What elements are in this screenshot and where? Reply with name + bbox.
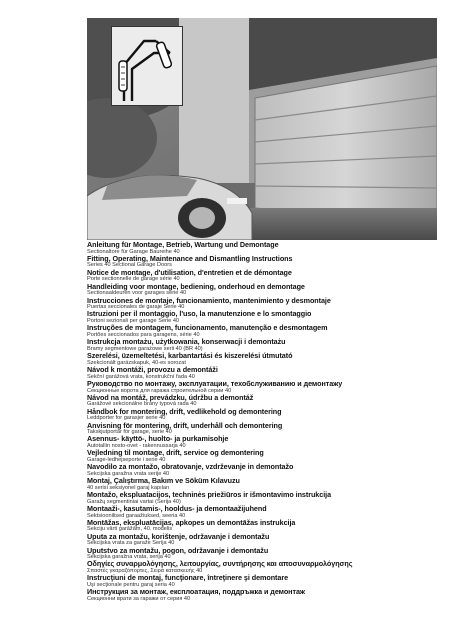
entry-subtitle: Porte sectionnelle de garage série 40 <box>87 276 180 283</box>
entry-subtitle: Sektsioonilised garaažiuksed, seeria 40 <box>87 512 186 519</box>
entry-subtitle: Σπαστές γκαραζόπορτες, Σειρά κατασκευής 40 <box>87 568 203 575</box>
entry-title: Instrucciones de montaje, funcionamiento, mantenimiento y desmontaje <box>87 295 331 305</box>
entry-title: Navodilo za montažo, obratovanje, vzdrževanje in demontažo <box>87 462 294 472</box>
instruction-entry <box>87 394 437 408</box>
entry-subtitle: Sectionaaldeuren voor garages serie 40 <box>87 290 187 297</box>
instruction-entry <box>87 324 437 338</box>
entry-title: Instruções de montagem, funcionamento, manutenção e desmontagem <box>87 323 328 333</box>
entry-subtitle: Секционные ворота для гаража строительной серии 40 <box>87 387 232 394</box>
instruction-entry <box>87 547 437 561</box>
entry-title: Szerelési, üzemeltetési, karbantartási és kiszerelési útmutató <box>87 351 293 361</box>
entry-subtitle: Uşi secţionale pentru garaj seria 40 <box>87 581 175 588</box>
entry-subtitle: Portões seccionados para garagens, série 40 <box>87 331 200 338</box>
instruction-entry <box>87 463 437 477</box>
entry-title: Asennus- käyttö-, huolto- ja purkamisohje <box>87 434 229 444</box>
entry-subtitle: Portoni sezionali per garage Serie 40 <box>87 318 180 325</box>
entry-subtitle: Puertas seccionales de garaje Serie 40 <box>87 304 185 311</box>
entry-subtitle: Takskjutportar för garage, serie 40 <box>87 429 172 436</box>
entry-title: Montažo, ekspluatacijos, techninės priežiūros ir išmontavimo instrukcija <box>87 490 332 500</box>
instruction-entry <box>87 449 437 463</box>
entry-title: Instrucţiuni de montaj, funcţionare, întreţinere şi demontare <box>87 573 289 583</box>
instruction-entry <box>87 352 437 366</box>
instruction-entry <box>87 380 437 394</box>
instruction-entry <box>87 408 437 422</box>
entry-title: Notice de montage, d'utilisation, d'entretien et de démontage <box>87 267 292 277</box>
entry-title: Návod k montáži, provozu a demontáži <box>87 365 218 375</box>
instruction-entry <box>87 574 437 588</box>
instruction-entry <box>87 422 437 436</box>
entry-subtitle: Garage-ledhejseporte i serie 40 <box>87 456 166 463</box>
entry-title: Uputa za montažu, korištenje, održavanje i demontažu <box>87 531 270 541</box>
entry-subtitle: Sekcijska garažna vrata serije 40 <box>87 470 170 477</box>
entry-title: Vejledning til montage, drift, service og demontering <box>87 448 264 458</box>
instruction-entry <box>87 310 437 324</box>
entry-title: Инструкция за монтаж, експлоатация, поддръжка и демонтаж <box>87 587 305 597</box>
entry-title: Руководство по монтажу, эксплуатации, техобслуживанию и демонтажу <box>87 378 343 388</box>
instruction-entry <box>87 477 437 491</box>
instruction-entry <box>87 505 437 519</box>
entry-title: Montaaži-, kasutamis-, hooldus- ja demontaažijuhend <box>87 503 267 513</box>
entry-subtitle: Autotallin nosto-ovet - rakennussarja 40 <box>87 443 186 450</box>
entry-subtitle: Sectionaltore für Garage Baureihe 40 <box>87 248 180 255</box>
entry-title: Uputstvo za montažu, pogon, održavanje i demontažu <box>87 545 269 555</box>
instruction-entry <box>87 338 437 352</box>
entry-title: Istruzioni per il montaggio, l'uso, la manutenzione e lo smontaggio <box>87 309 312 319</box>
instruction-entry <box>87 435 437 449</box>
entry-title: Οδηγίες συναρμολόγησης, λειτουργίας, συντήρησης και αποσυναρμολόγησης <box>87 559 353 569</box>
entry-subtitle: Sekční garážová vrata, konstrukční řada 40 <box>87 373 195 380</box>
entry-subtitle: Garážové sekcionálne brány typová rada 40 <box>87 401 197 408</box>
instruction-entry <box>87 297 437 311</box>
entry-subtitle: Series 40 Sectional Garage Doors <box>87 262 172 269</box>
instruction-entry <box>87 366 437 380</box>
instruction-entry <box>87 560 437 574</box>
entry-title: Anvisning för montering, drift, underhåll och demontering <box>87 420 283 430</box>
door-mechanism-diagram <box>111 26 183 106</box>
entry-subtitle: Leddporter for garasjer serie 40 <box>87 415 166 422</box>
instruction-entry <box>87 241 437 255</box>
entry-subtitle: Bramy segmentowe garażowe serii 40 (BR 40) <box>87 345 203 352</box>
instruction-title-list <box>87 241 437 602</box>
entry-subtitle: 40 serisi seksiyonel garaj kapıları <box>87 484 170 491</box>
entry-title: Handleiding voor montage, bediening, onderhoud en demontage <box>87 281 305 291</box>
entry-subtitle: Секционни врати за гаражи от серия 40 <box>87 595 191 602</box>
entry-title: Instrukcja montażu, użytkowania, konserwacji i demontażu <box>87 337 286 347</box>
instruction-entry <box>87 269 437 283</box>
instruction-entry <box>87 519 437 533</box>
entry-title: Montaj, Çalıştırma, Bakım ve Söküm Kılavuzu <box>87 476 240 486</box>
instruction-entry <box>87 283 437 297</box>
entry-subtitle: Sekcijska garažna vrata, serija 40 <box>87 554 171 561</box>
entry-title: Håndbok for montering, drift, vedlikehold og demontering <box>87 406 282 416</box>
entry-subtitle: Sekcijska vrata za garaže Serija 40 <box>87 540 175 547</box>
instruction-entry <box>87 255 437 269</box>
entry-subtitle: Garažų segmentiniai vartai (Serija 40) <box>87 498 181 505</box>
entry-title: Návod na montáž, prevádzku, údržbu a demontáž <box>87 392 254 402</box>
instruction-entry <box>87 533 437 547</box>
entry-title: Fitting, Operating, Maintenance and Dismantling Instructions <box>87 253 293 263</box>
entry-subtitle: Szekcionált garázskapuk, 40-es sorozat <box>87 359 186 366</box>
instruction-entry <box>87 588 437 602</box>
entry-title: Anleitung für Montage, Betrieb, Wartung und Demontage <box>87 240 279 249</box>
entry-subtitle: Sekciju vārti garāžām, 40. modelis <box>87 526 173 533</box>
instruction-entry <box>87 491 437 505</box>
entry-title: Montāžas, ekspluatācijas, apkopes un demontāžas instrukcija <box>87 517 296 527</box>
